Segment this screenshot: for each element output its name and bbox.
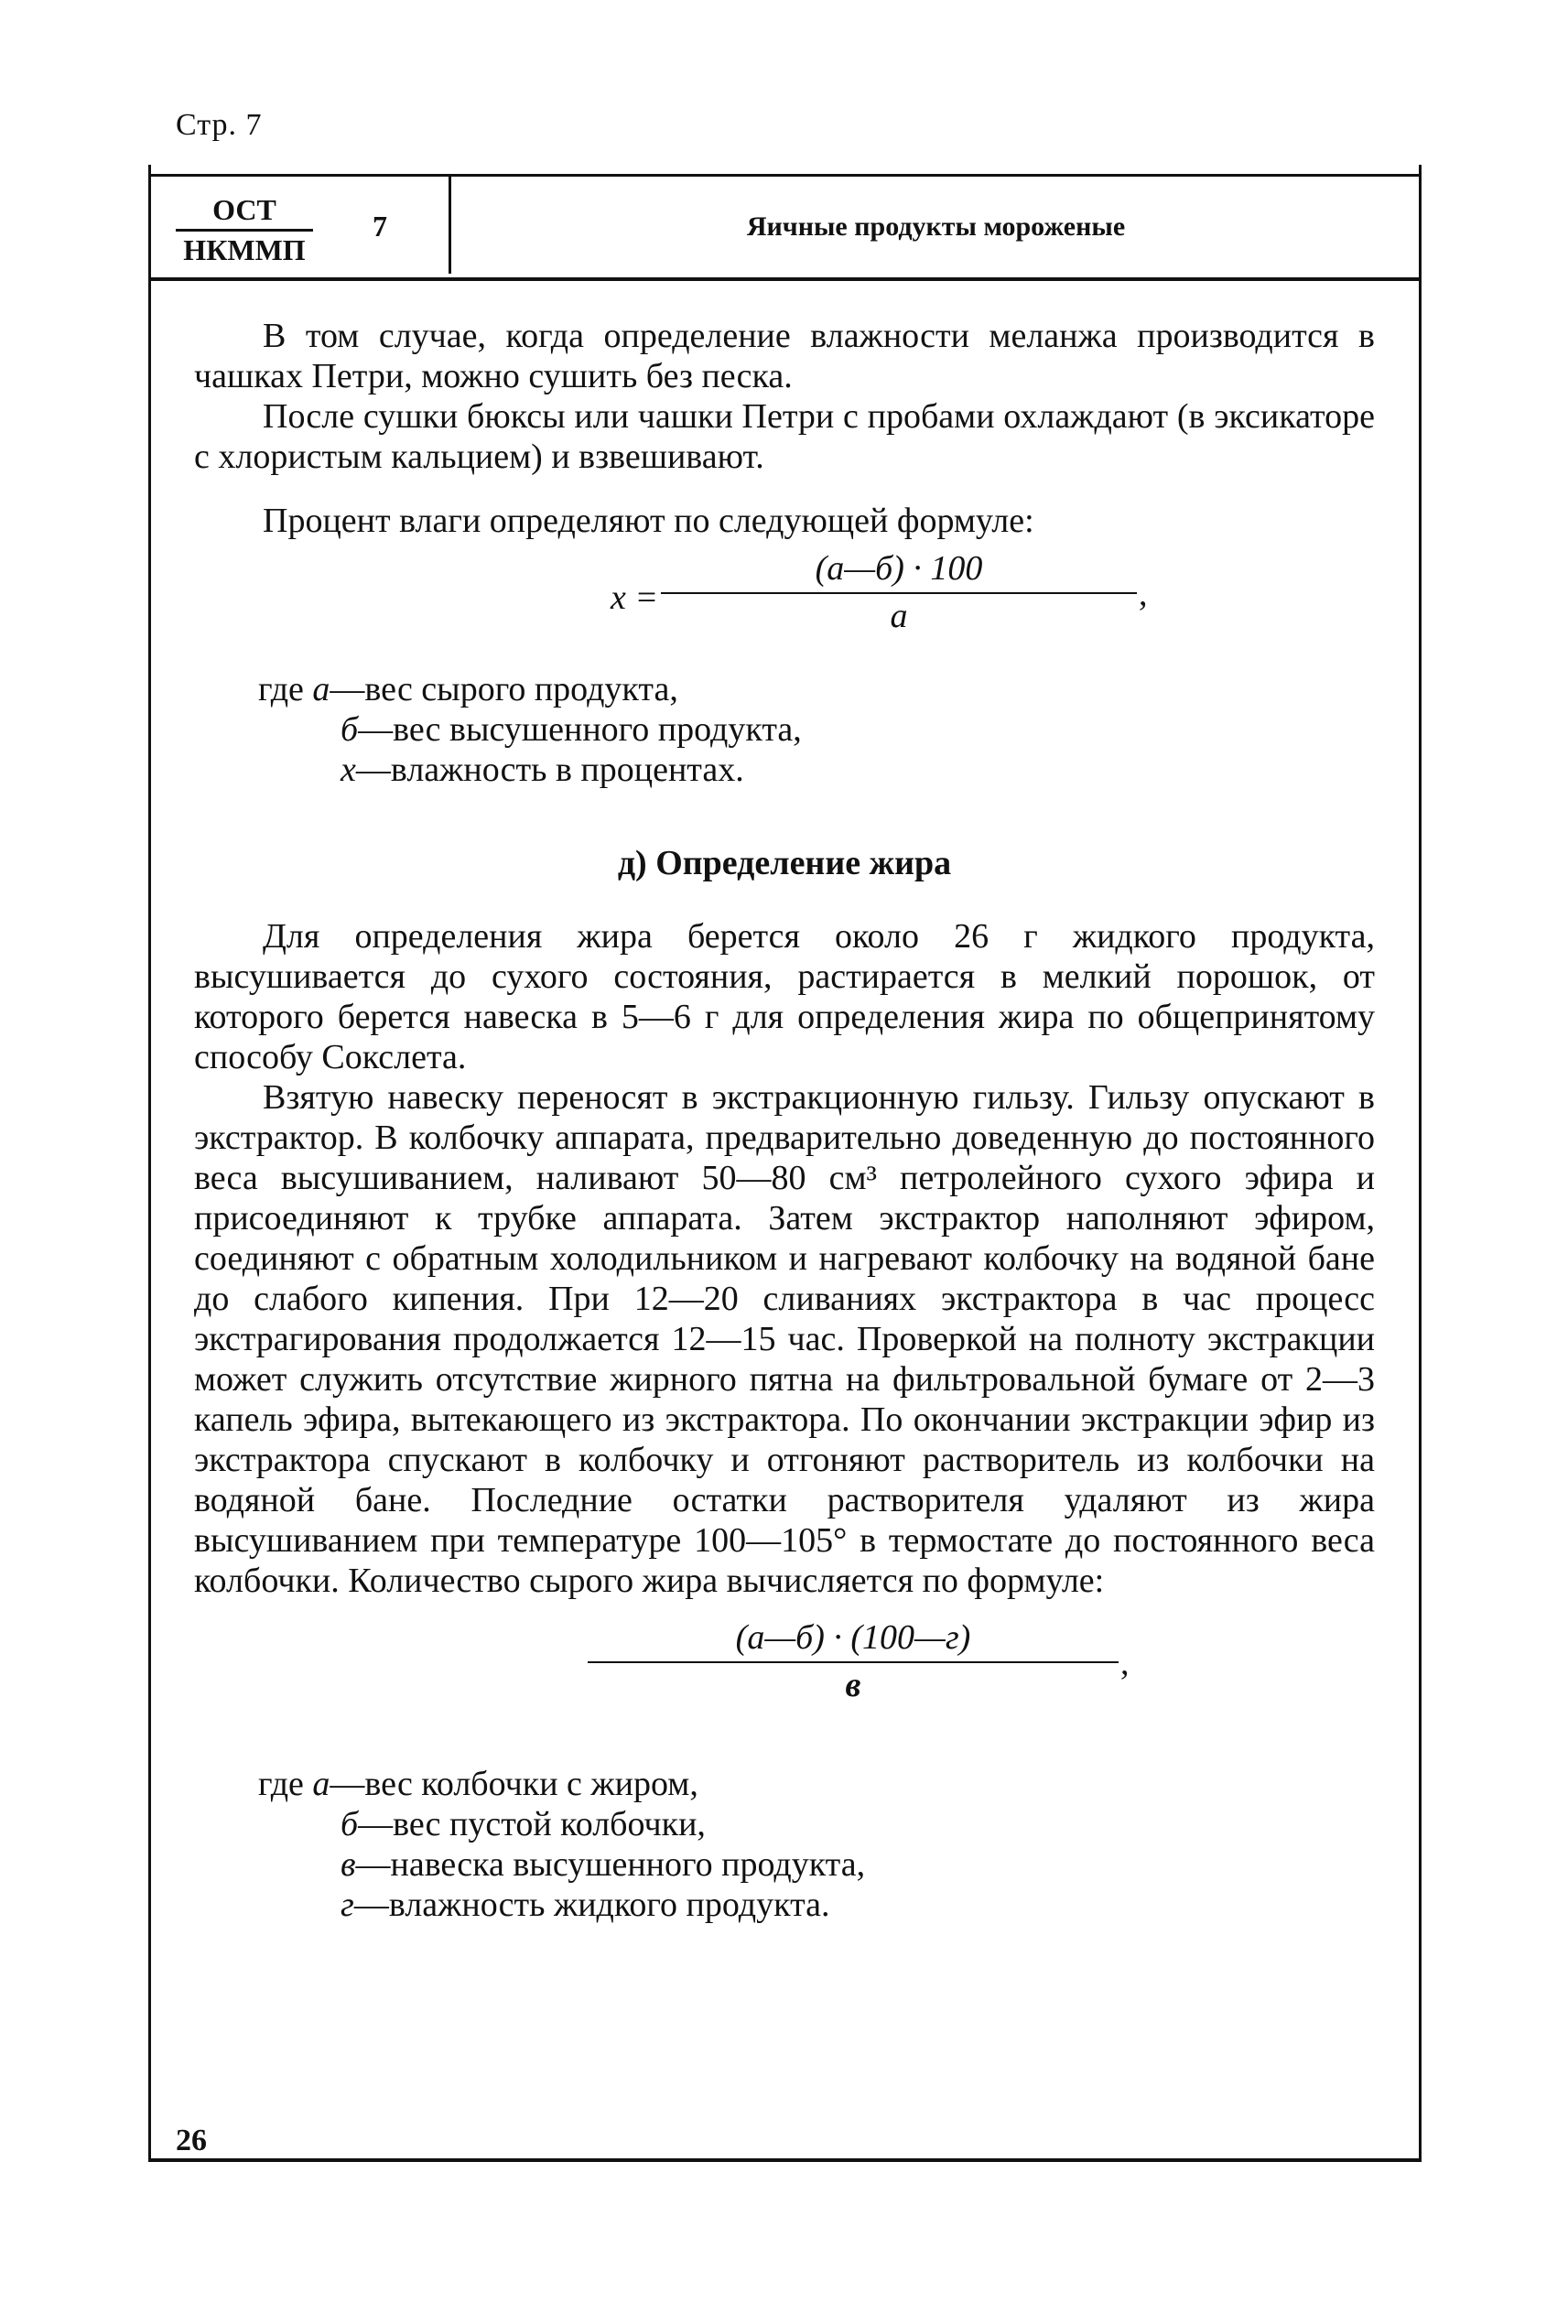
document-header — [148, 174, 1422, 281]
legend-var: г — [341, 1886, 354, 1924]
paragraph-fat-sample: Для определения жира берется около 26 г жидкого продукта, высушивается до сухого состояния, растирается в мелкий порошок, от которого берется навеска в 5—6 г для определения жира по общепринятому способу Сокслета. — [194, 917, 1375, 1076]
legend-var: в — [341, 1845, 356, 1884]
legend-text: —вес колбочки с жиром, — [330, 1765, 698, 1803]
legend-var: б — [341, 710, 359, 749]
legend-var: б — [341, 1805, 359, 1843]
formula-denominator: в — [845, 1666, 861, 1704]
standard-number: 7 — [373, 210, 387, 243]
paragraph-extraction: Взятую навеску переносят в экстракционную гильзу. Гильзу опускают в экстрактор. В колбочку аппарата, предварительно доведенную до постоянного веса высушиванием, наливают 50—80 см³ петролейного сухого эфира и присоединяют к трубке аппарата. Затем экстрактор наполняют эфиром, соединяют с обратным холодильником и нагревают колбочку на водяной бане до слабого кипения. При 12—20 сливаниях экстрактора в час процесс экстрагирования продолжается 12—15 час. Проверкой на полноту экстракции может служить отсутствие жирного пятна на фильтровальной бумаге от 2—3 капель эфира, вытекающего из экстрактора. По окончании экстракции эфир из экстрактора спускают в колбочку и отгоняют растворитель из колбочки на водяной бане. Последние остатки растворителя удаляют из жира высушиванием при температуре 100—105° в термостате до постоянного веса колбочки. Количество сырого жира вычисляется по формуле: — [194, 1078, 1375, 1600]
legend-var: а — [312, 670, 330, 708]
legend-row — [258, 709, 1375, 750]
legend-text: —навеска высушенного продукта, — [355, 1845, 866, 1884]
legend-var: x — [341, 751, 356, 789]
legend-text: —вес пустой колбочки, — [358, 1805, 706, 1843]
fat-legend — [258, 1764, 1375, 1925]
formula-denominator: а — [890, 597, 908, 635]
formula-comma: , — [1139, 575, 1148, 613]
legend-text: —вес высушенного продукта, — [358, 710, 802, 749]
paragraph-drying-petri: В том случае, когда определение влажности меланжа производится в чашках Петри, можно сушить без песка. — [194, 317, 1375, 395]
document-body — [194, 316, 1375, 1925]
paragraph-moisture-intro: Процент влаги определяют по следующей формуле: — [263, 502, 1034, 540]
formula-numerator: (а—б) · 100 — [661, 548, 1137, 594]
legend-row — [258, 1885, 1375, 1925]
page-number: 26 — [176, 2124, 207, 2157]
legend-intro: где — [258, 1765, 304, 1803]
legend-var: а — [312, 1765, 330, 1803]
page-label: Стр. 7 — [176, 108, 263, 142]
section-title: д) Определение жира — [617, 844, 952, 882]
legend-row — [258, 750, 1375, 790]
fat-formula — [194, 1617, 1375, 1727]
standard-code-bottom: НКММП — [183, 233, 306, 266]
formula-numerator: (а—б) · (100—г) — [588, 1617, 1119, 1663]
standard-code — [176, 193, 313, 267]
moisture-legend — [258, 669, 1375, 790]
formula-fraction — [588, 1617, 1119, 1705]
legend-text: —вес сырого продукта, — [330, 670, 678, 708]
header-title: Яичные продукты мороженые — [746, 211, 1126, 242]
legend-row — [258, 1844, 1375, 1885]
legend-intro: где — [258, 670, 304, 708]
legend-row — [258, 669, 1375, 709]
standard-code-top: ОСТ — [176, 193, 313, 232]
legend-row — [258, 1764, 1375, 1804]
formula-comma: , — [1120, 1644, 1130, 1682]
bottom-rule — [148, 2158, 1422, 2162]
legend-text: —влажность в процентах. — [355, 751, 744, 789]
legend-text: —влажность жидкого продукта. — [353, 1886, 830, 1924]
formula-fraction — [661, 548, 1137, 636]
formula-lhs: x = — [611, 578, 659, 617]
moisture-formula — [194, 548, 1375, 658]
paragraph-cooling: После сушки бюксы или чашки Петри с пробами охлаждают (в эксикаторе с хлористым кальцием) и взвешивают. — [194, 397, 1375, 476]
legend-row — [258, 1804, 1375, 1844]
